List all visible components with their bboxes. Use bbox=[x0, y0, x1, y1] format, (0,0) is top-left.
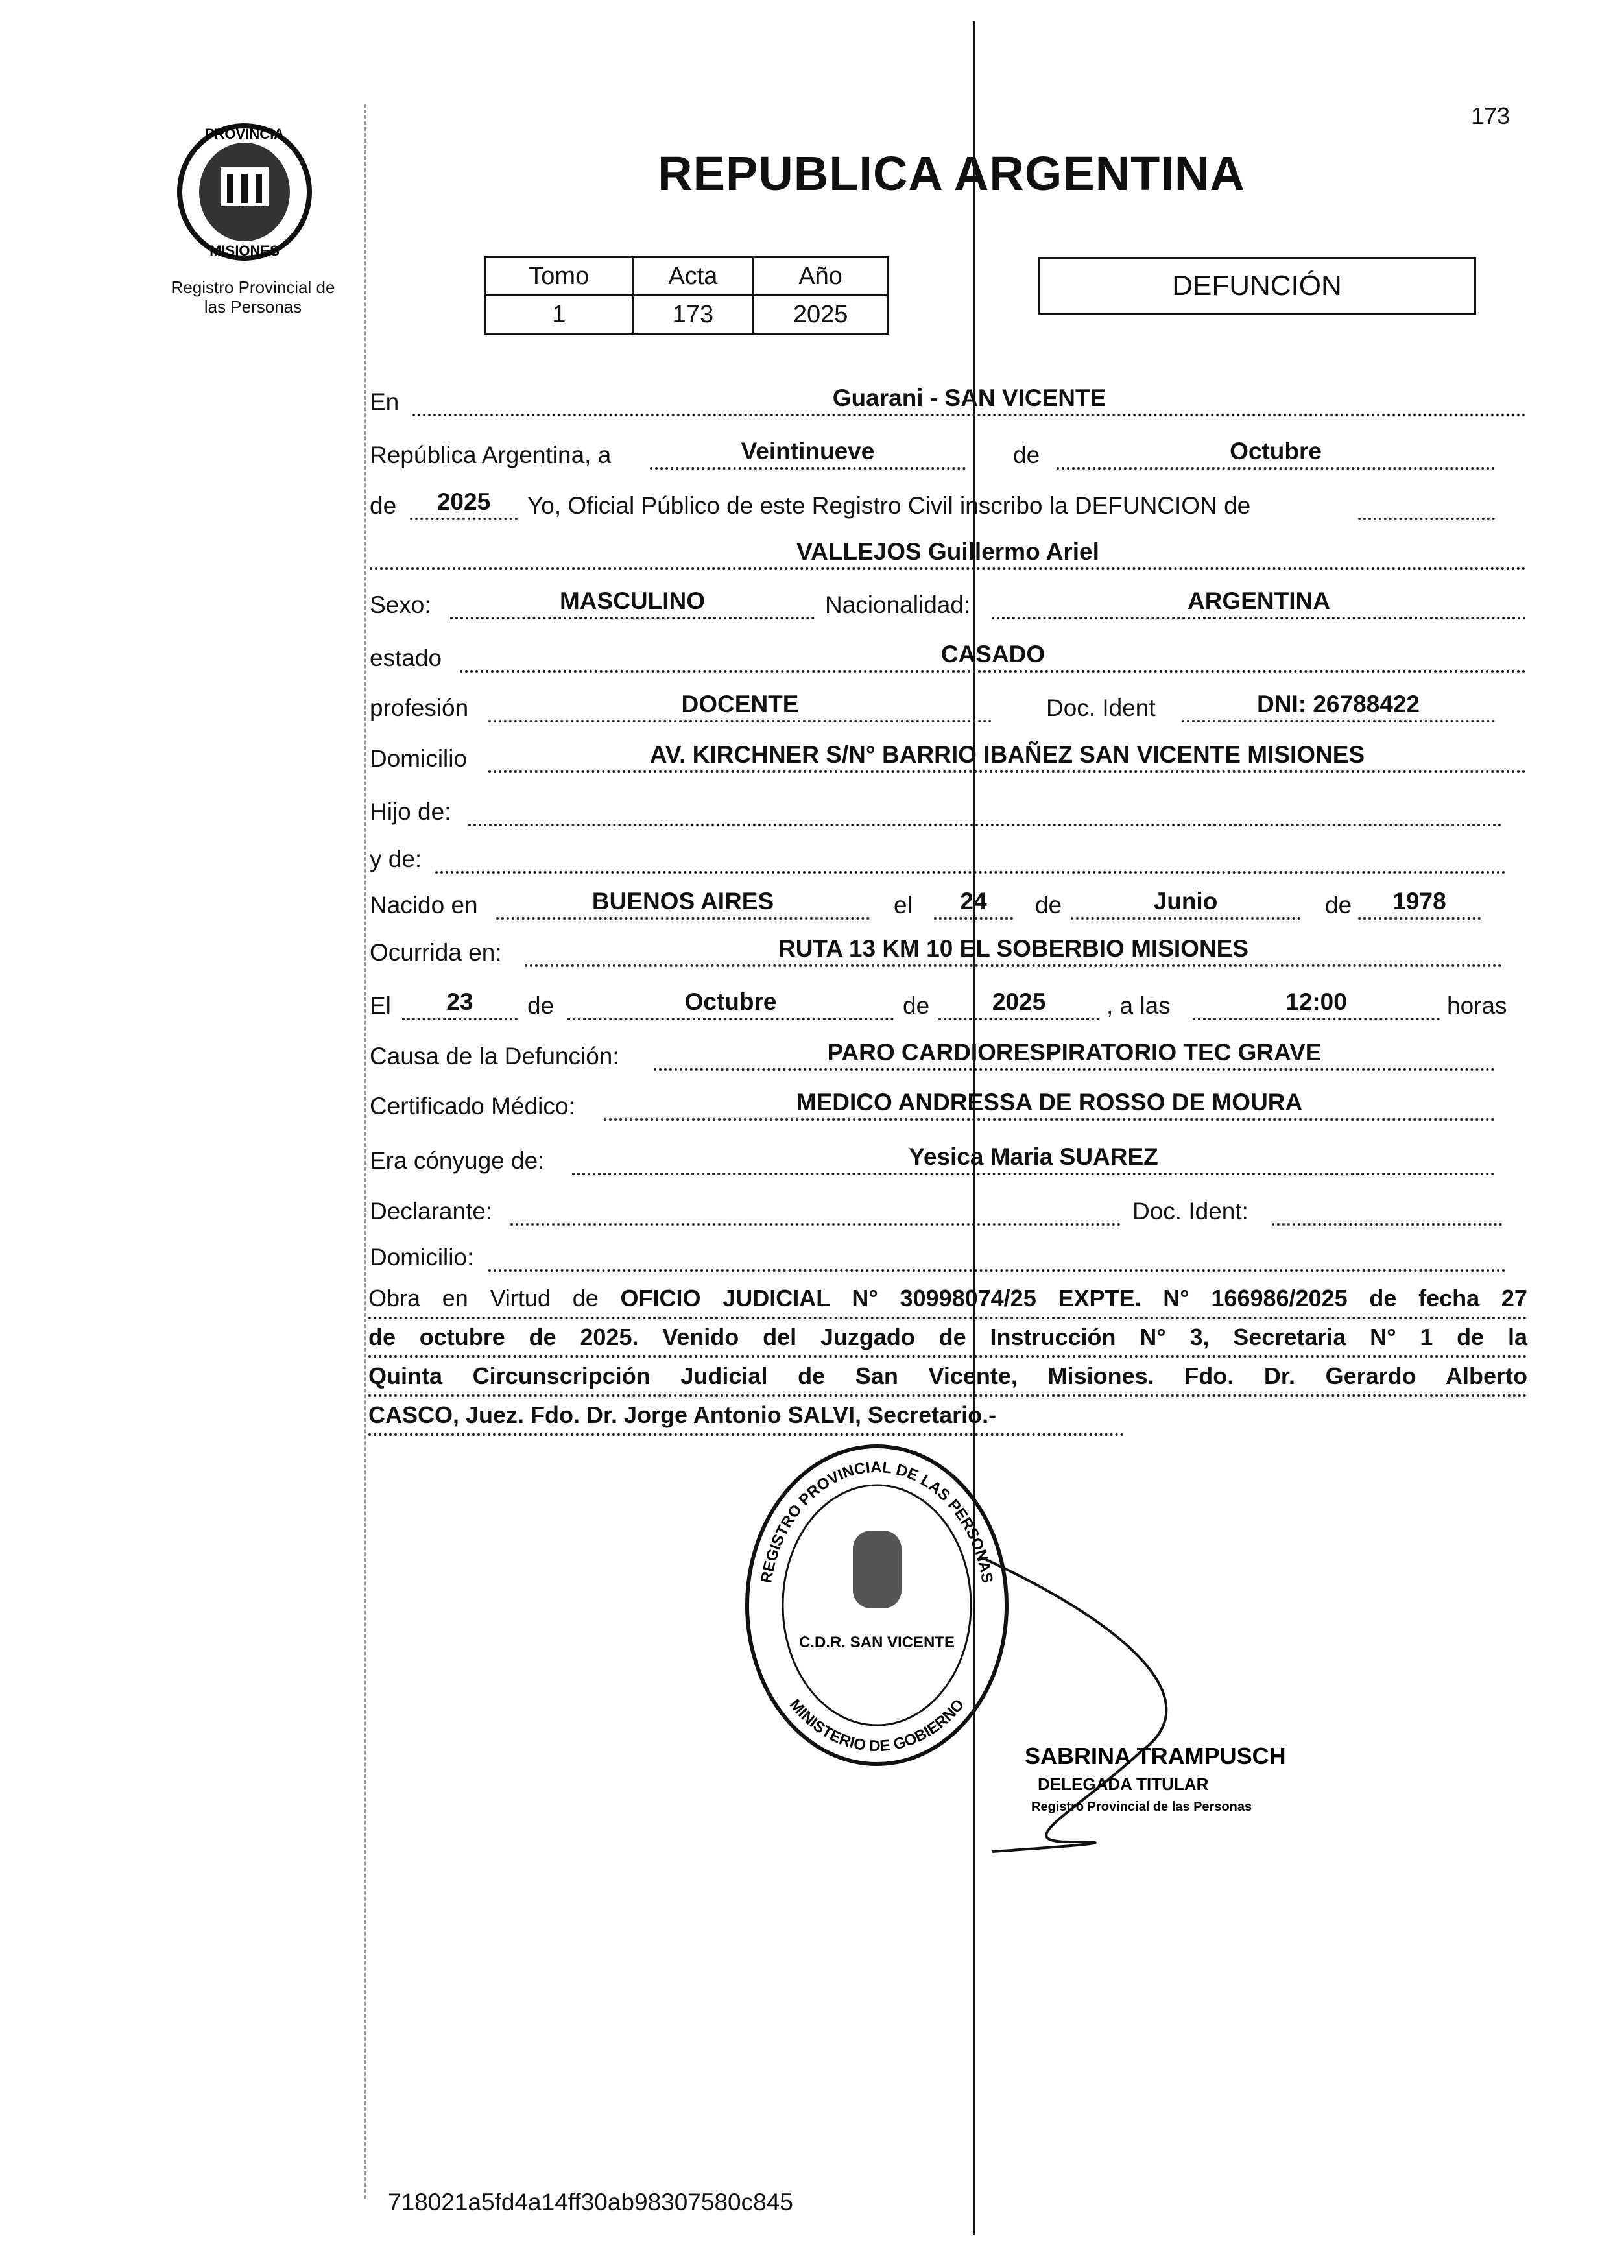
domicilio2-label: Domicilio: bbox=[370, 1244, 474, 1271]
document-type-box: DEFUNCIÓN bbox=[1038, 257, 1476, 315]
note-line-2: de octubre de 2025. Venido del Juzgado de Instrucción N° 3, Secretaria N° 1 de la bbox=[368, 1323, 1527, 1358]
de-label: de bbox=[527, 992, 555, 1019]
nacido-mes-field: Junio bbox=[1071, 889, 1300, 920]
nacionalidad-field: ARGENTINA bbox=[992, 588, 1526, 619]
value-acta: 173 bbox=[632, 296, 754, 334]
nacido-dia-field: 24 bbox=[934, 889, 1013, 920]
horas-label: horas bbox=[1447, 992, 1507, 1019]
nacido-anio-field: 1978 bbox=[1358, 889, 1481, 920]
y-de-label: y de: bbox=[370, 846, 422, 872]
province-coat-of-arms-logo bbox=[165, 122, 324, 261]
left-margin-line bbox=[364, 104, 366, 2199]
document-hash: 718021a5fd4a14ff30ab98307580c845 bbox=[388, 2189, 793, 2215]
republica-label: República Argentina, a bbox=[370, 442, 612, 468]
conyuge-label: Era cónyuge de: bbox=[370, 1147, 545, 1174]
note-prefix: Obra en Virtud de bbox=[368, 1285, 599, 1311]
institution-caption bbox=[156, 278, 350, 316]
day-words-field: Veintinueve bbox=[650, 438, 966, 470]
a-las-label: , a las bbox=[1106, 992, 1171, 1019]
header-acta: Acta bbox=[632, 257, 754, 296]
doc-ident-field: DNI: 26788422 bbox=[1182, 691, 1495, 722]
svg-text:MISIONES: MISIONES bbox=[209, 243, 280, 259]
judicial-note bbox=[368, 1284, 1527, 1440]
nacido-lugar-field: BUENOS AIRES bbox=[496, 889, 870, 920]
fallec-mes-field: Octubre bbox=[567, 989, 894, 1020]
profesion-label: profesión bbox=[370, 695, 469, 721]
declarante-label: Declarante: bbox=[370, 1198, 493, 1224]
causa-field: PARO CARDIORESPIRATORIO TEC GRAVE bbox=[654, 1040, 1495, 1071]
official-stamp-and-signature bbox=[733, 1427, 1317, 1855]
y-de-field bbox=[435, 842, 1506, 874]
de-label: de bbox=[1325, 892, 1352, 918]
certificado-field: MEDICO ANDRESSA DE ROSSO DE MOURA bbox=[604, 1090, 1495, 1121]
de-label: de bbox=[370, 492, 397, 519]
de-label: de bbox=[1013, 442, 1040, 468]
hora-field: 12:00 bbox=[1193, 989, 1440, 1020]
declarante-field bbox=[510, 1195, 1121, 1226]
caption-line-2: las Personas bbox=[204, 297, 302, 316]
signer-name: SABRINA TRAMPUSCH bbox=[1025, 1743, 1286, 1769]
document-title: REPUBLICA ARGENTINA bbox=[658, 147, 1245, 200]
year-field: 2025 bbox=[410, 489, 518, 520]
sexo-field: MASCULINO bbox=[450, 588, 815, 619]
month-field: Octubre bbox=[1057, 438, 1495, 470]
domicilio-label: Domicilio bbox=[370, 745, 468, 772]
doc-ident2-field bbox=[1272, 1195, 1502, 1226]
header-anio: Año bbox=[754, 257, 888, 296]
scan-artifact-line bbox=[973, 21, 975, 2235]
place-field: Guarani - SAN VICENTE bbox=[412, 385, 1526, 416]
hijo-de-field bbox=[468, 795, 1502, 826]
de-label: de bbox=[903, 992, 930, 1019]
nacionalidad-label: Nacionalidad: bbox=[825, 591, 971, 618]
note-line-4: CASCO, Juez. Fdo. Dr. Jorge Antonio SALVI, Secretario.- bbox=[368, 1401, 1124, 1436]
deceased-name-field: VALLEJOS Guillermo Ariel bbox=[370, 539, 1526, 570]
note-line-1-text: OFICIO JUDICIAL N° 30998074/25 EXPTE. N° 166986/2025 de fecha 27 bbox=[620, 1285, 1527, 1311]
hijo-de-label: Hijo de: bbox=[370, 798, 451, 825]
estado-field: CASADO bbox=[460, 641, 1526, 673]
svg-text:PROVINCIA: PROVINCIA bbox=[204, 126, 285, 142]
header-tomo: Tomo bbox=[486, 257, 633, 296]
stamp-ring-top: REGISTRO PROVINCIAL DE LAS PERSONAS bbox=[758, 1459, 996, 1584]
record-table bbox=[484, 256, 889, 335]
trailing-blank-field bbox=[1358, 489, 1495, 520]
el-label: el bbox=[894, 892, 913, 918]
stamp-ring-bottom: MINISTERIO DE GOBIERNO bbox=[785, 1695, 968, 1756]
estado-label: estado bbox=[370, 645, 442, 671]
conyuge-field: Yesica Maria SUAREZ bbox=[572, 1144, 1495, 1175]
stamp-emblem bbox=[853, 1531, 902, 1608]
signer-title: DELEGADA TITULAR bbox=[1038, 1774, 1209, 1794]
note-line-3: Quinta Circunscripción Judicial de San Vicente, Misiones. Fdo. Dr. Gerardo Alberto bbox=[368, 1362, 1527, 1397]
value-tomo: 1 bbox=[486, 296, 633, 334]
El-label: El bbox=[370, 992, 391, 1019]
causa-label: Causa de la Defunción: bbox=[370, 1043, 619, 1069]
fallec-anio-field: 2025 bbox=[938, 989, 1099, 1020]
domicilio-field: AV. KIRCHNER S/N° BARRIO IBAÑEZ SAN VICENTE MISIONES bbox=[488, 742, 1526, 773]
ocurrida-field: RUTA 13 KM 10 EL SOBERBIO MISIONES bbox=[525, 936, 1502, 967]
stamp-center: C.D.R. SAN VICENTE bbox=[798, 1634, 955, 1651]
profesion-field: DOCENTE bbox=[488, 691, 992, 722]
de-label: de bbox=[1035, 892, 1062, 918]
domicilio2-field bbox=[488, 1241, 1506, 1272]
caption-line-1: Registro Provincial de bbox=[171, 278, 335, 297]
doc-ident-label: Doc. Ident bbox=[1046, 695, 1156, 721]
nacido-label: Nacido en bbox=[370, 892, 478, 918]
certificado-label: Certificado Médico: bbox=[370, 1093, 575, 1119]
value-anio: 2025 bbox=[754, 296, 888, 334]
en-label: En bbox=[370, 388, 400, 415]
inscribo-text: Yo, Oficial Público de este Registro Civil inscribo la DEFUNCION de bbox=[527, 492, 1251, 519]
ocurrida-label: Ocurrida en: bbox=[370, 939, 502, 966]
page-number: 173 bbox=[1471, 102, 1511, 129]
sexo-label: Sexo: bbox=[370, 591, 431, 618]
signer-org: Registro Provincial de las Personas bbox=[1031, 1800, 1252, 1814]
fallec-dia-field: 23 bbox=[402, 989, 518, 1020]
doc-ident2-label: Doc. Ident: bbox=[1132, 1198, 1248, 1224]
note-line-1 bbox=[368, 1284, 1527, 1319]
